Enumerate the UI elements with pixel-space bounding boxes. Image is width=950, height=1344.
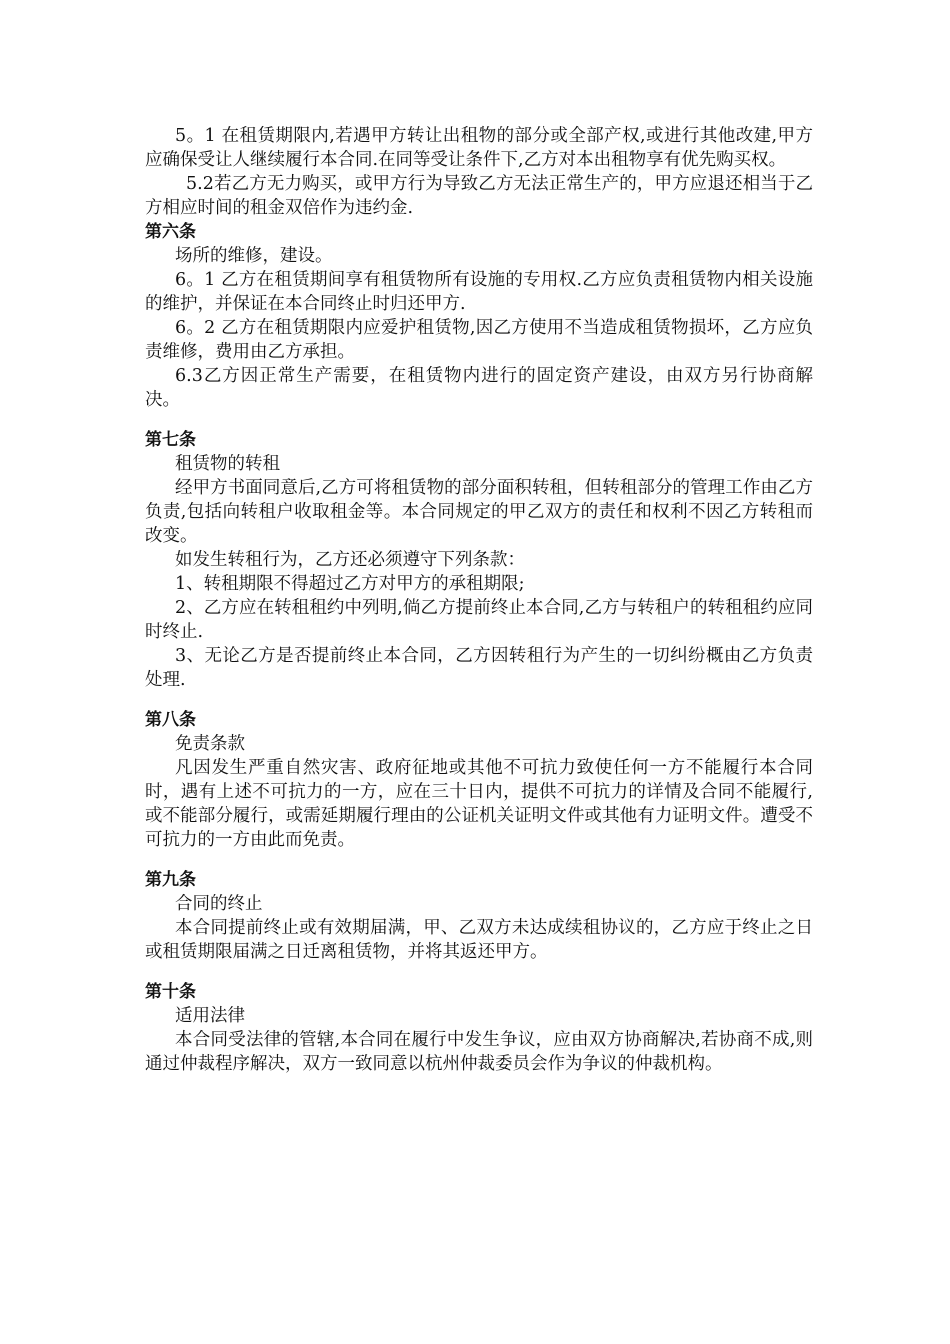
article-8-heading: 第八条 (145, 710, 196, 730)
clause-6-3: 6.3乙方因正常生产需要，在租赁物内进行的固定资产建设，由双方另行协商解决。 (145, 366, 813, 410)
article-6-title: 场所的维修，建设。 (175, 246, 333, 266)
article-9-heading: 第九条 (145, 870, 196, 890)
article-9-title: 合同的终止 (175, 894, 263, 914)
clause-7-2: 2、乙方应在转租租约中列明,倘乙方提前终止本合同,乙方与转租户的转租租约应同时终止. (145, 598, 813, 642)
article-7-body: 经甲方书面同意后,乙方可将租赁物的部分面积转租，但转租部分的管理工作由乙方负责,包括向转租户收取租金等。本合同规定的甲乙双方的责任和权利不因乙方转租而改变。 (145, 478, 813, 546)
article-10-body: 本合同受法律的管辖,本合同在履行中发生争议，应由双方协商解决,若协商不成,则通过仲裁程序解决，双方一致同意以杭州仲裁委员会作为争议的仲裁机构。 (145, 1030, 813, 1074)
clause-6-2: 6。2 乙方在租赁期限内应爱护租赁物,因乙方使用不当造成租赁物损坏，乙方应负责维修，费用由乙方承担。 (145, 318, 813, 362)
contract-page (145, 124, 813, 1076)
clause-5-2: 5.2若乙方无力购买，或甲方行为导致乙方无法正常生产的，甲方应退还相当于乙方相应时间的租金双倍作为违约金. (145, 174, 813, 218)
clause-5-1: 5。1 在租赁期限内,若遇甲方转让出租物的部分或全部产权,或进行其他改建,甲方应确保受让人继续履行本合同.在同等受让条件下,乙方对本出租物享有优先购买权。 (145, 126, 813, 170)
clause-7-1: 1、转租期限不得超过乙方对甲方的承租期限; (175, 574, 525, 594)
article-7-intro: 如发生转租行为，乙方还必须遵守下列条款： (175, 550, 525, 570)
article-10-title: 适用法律 (175, 1006, 245, 1026)
article-7-title: 租赁物的转租 (175, 454, 280, 474)
article-6-heading: 第六条 (145, 222, 196, 242)
article-8-title: 免责条款 (175, 734, 245, 754)
clause-7-3: 3、无论乙方是否提前终止本合同，乙方因转租行为产生的一切纠纷概由乙方负责处理. (145, 646, 813, 690)
article-10-heading: 第十条 (145, 982, 196, 1002)
article-9-body: 本合同提前终止或有效期届满，甲、乙双方未达成续租协议的，乙方应于终止之日或租赁期限届满之日迁离租赁物，并将其返还甲方。 (145, 918, 813, 962)
clause-6-1: 6。1 乙方在租赁期间享有租赁物所有设施的专用权.乙方应负责租赁物内相关设施的维护，并保证在本合同终止时归还甲方. (145, 270, 813, 314)
article-8-body: 凡因发生严重自然灾害、政府征地或其他不可抗力致使任何一方不能履行本合同时，遇有上述不可抗力的一方，应在三十日内，提供不可抗力的详情及合同不能履行,或不能部分履行，或需延期履行理由的公证机关证明文件或其他有力证明文件。遭受不可抗力的一方由此而免责。 (145, 758, 813, 850)
article-7-heading: 第七条 (145, 430, 196, 450)
